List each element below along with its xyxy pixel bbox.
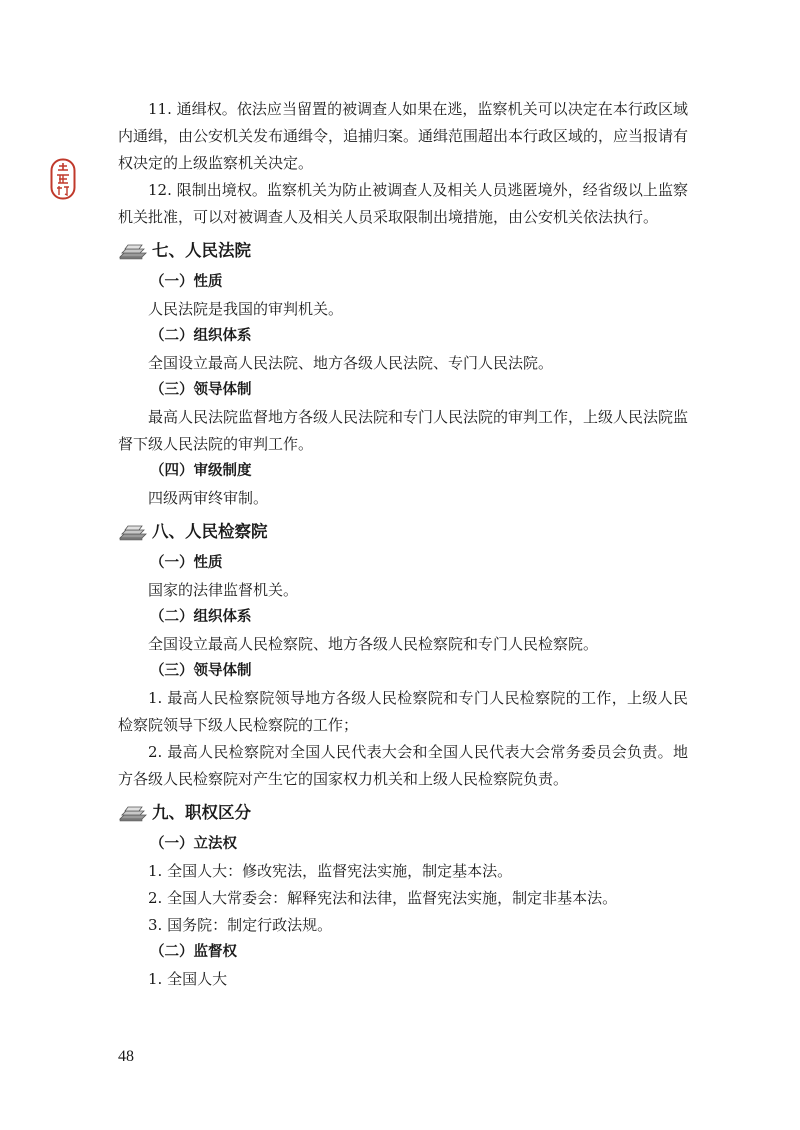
paragraph-procuratorate-leadership-1: 1. 最高人民检察院领导地方各级人民检察院和专门人民检察院的工作，上级人民检察院领导下级人民检察院的工作； [118,689,688,734]
subheading-organization: （二）组织体系 [150,609,252,625]
page-number: 48 [118,1048,134,1065]
paragraph-court-organization: 全国设立最高人民法院、地方各级人民法院、专门人民法院。 [148,354,554,372]
list-item: 1. 全国人大 [148,970,228,988]
section-title: 八、人民检察院 [152,522,268,541]
page-content [118,96,688,993]
paragraph-procuratorate-nature: 国家的法律监督机关。 [148,581,299,599]
list-item: 1. 全国人大：修改宪法，监督宪法实施，制定基本法。 [148,862,513,880]
subheading-nature: （一）性质 [150,274,223,290]
section-heading-people-court [118,233,688,269]
books-icon [118,803,148,823]
subheading-organization: （二）组织体系 [150,328,252,344]
paragraph-procuratorate-leadership-2: 2. 最高人民检察院对全国人民代表大会和全国人民代表大会常务委员会负责。地方各级人民检察院对产生它的国家权力机关和上级人民检察院负责。 [118,743,688,788]
list-item: 2. 全国人大常委会：解释宪法和法律，监督宪法实施，制定非基本法。 [148,889,618,907]
section-heading-powers [118,795,688,831]
subheading-leadership: （三）领导体制 [150,663,252,679]
subheading-trial-levels: （四）审级制度 [150,463,252,479]
books-icon [118,241,148,261]
section-title: 九、职权区分 [152,803,251,822]
paragraph-court-trial-levels: 四级两审终审制。 [148,489,269,507]
seal-stamp-icon [50,158,76,200]
list-item: 3. 国务院：制定行政法规。 [148,916,333,934]
paragraph-arrest-warrant: 11. 通缉权。依法应当留置的被调查人如果在逃，监察机关可以决定在本行政区域内通缉，由公安机关发布通缉令，追捕归案。通缉范围超出本行政区域的，应当报请有权决定的上级监察机关决定。 [118,100,689,172]
section-title: 七、人民法院 [152,241,251,260]
subheading-supervision-power: （二）监督权 [150,944,237,960]
paragraph-court-nature: 人民法院是我国的审判机关。 [148,300,344,318]
section-heading-procuratorate [118,514,688,550]
subheading-nature: （一）性质 [150,555,223,571]
paragraph-exit-restriction: 12. 限制出境权。监察机关为防止被调查人及相关人员逃匿境外，经省级以上监察机关批准，可以对被调查人及相关人员采取限制出境措施，由公安机关依法执行。 [118,181,688,226]
subheading-legislative-power: （一）立法权 [150,836,237,852]
subheading-leadership: （三）领导体制 [150,382,252,398]
paragraph-procuratorate-organization: 全国设立最高人民检察院、地方各级人民检察院和专门人民检察院。 [148,635,599,653]
books-icon [118,522,148,542]
paragraph-court-leadership: 最高人民法院监督地方各级人民法院和专门人民法院的审判工作，上级人民法院监督下级人民法院的审判工作。 [118,408,689,453]
